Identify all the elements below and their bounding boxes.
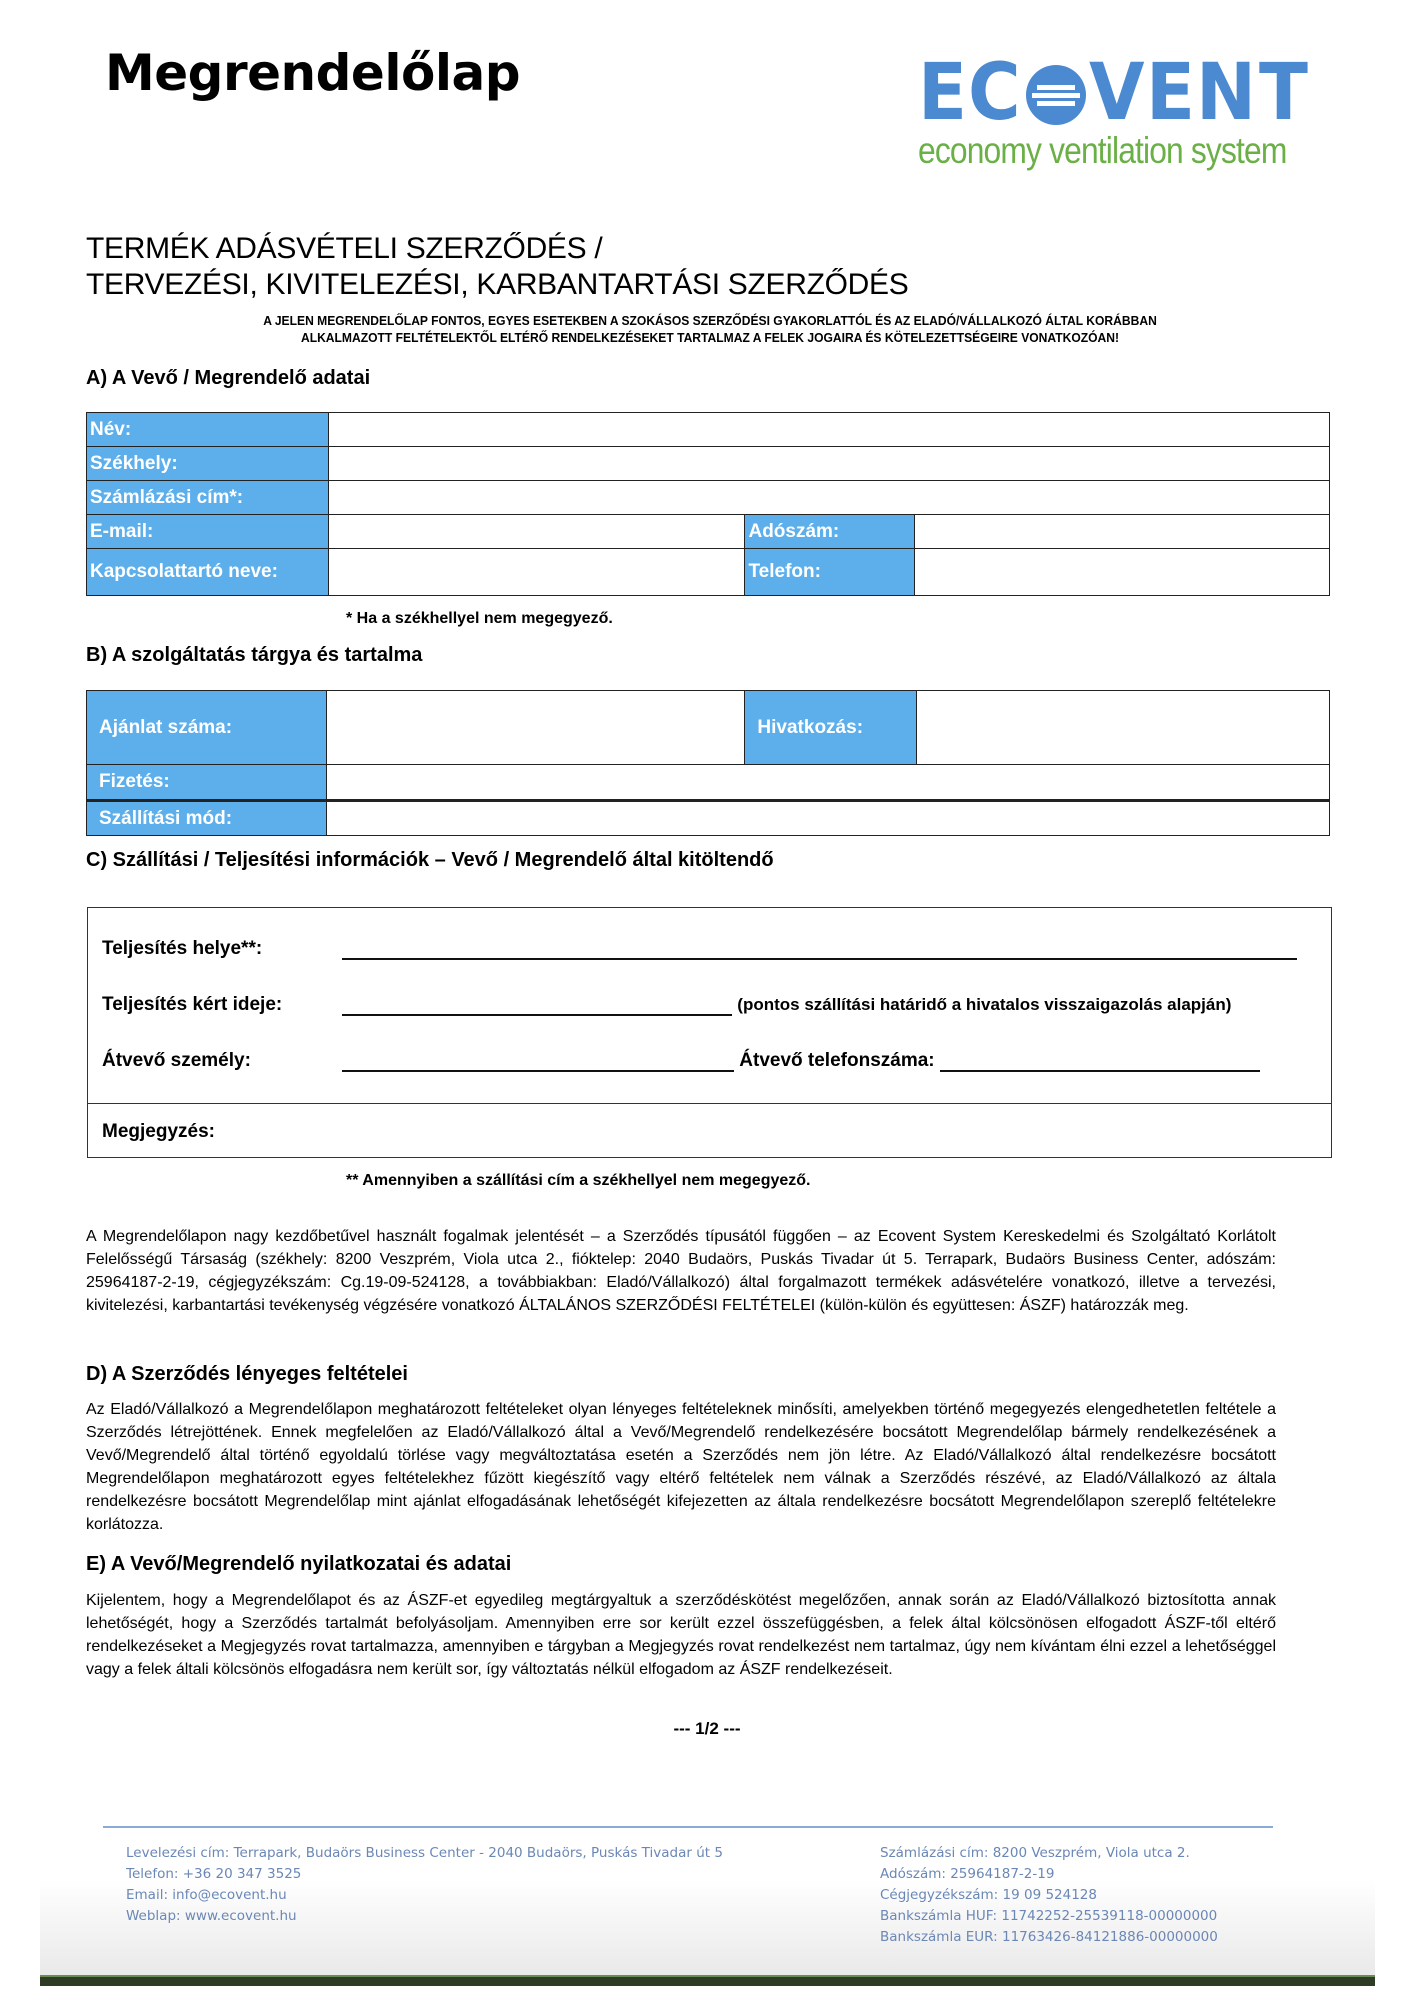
table-row (87, 549, 1330, 596)
delivery-place-field[interactable] (342, 940, 1297, 960)
delivery-info-box (87, 907, 1332, 1158)
delivery-place-row (102, 938, 1297, 960)
email-label: E-mail: (87, 515, 329, 549)
footer-bank-eur: Bankszámla EUR: 11763426-84121886-00000000 (880, 1929, 1218, 1945)
table-row (87, 515, 1330, 549)
footer-billing-address: Számlázási cím: 8200 Veszprém, Viola utca 2. (880, 1845, 1190, 1861)
offer-number-label: Ajánlat száma: (87, 691, 327, 765)
table-row (87, 765, 1330, 801)
section-a-heading: A) A Vevő / Megrendelő adatai (86, 367, 371, 389)
page-number: --- 1/2 --- (673, 1719, 741, 1738)
delivery-date-field[interactable] (342, 996, 732, 1016)
receiver-row (102, 1050, 1260, 1072)
phone-field[interactable] (915, 549, 1330, 596)
logo-letter: V (1088, 48, 1142, 138)
intro-paragraph: A Megrendelőlapon nagy kezdőbetűvel használt fogalmak jelentését – a Szerződés típusától függően – az Ecovent System Kereskedelmi és Szolgáltató Korlátolt Felelősségű Társaság (székhely: 8200 Veszprém, Viola utca 2., fióktelep: 2040 Budaörs, Puskás Tivadar út 5. Terrapark, Budaörs Business Center, adószám: 25964187-2-19, cégjegyzékszám: Cg.19-09-524128, a továbbiakban: Eladó/Vállalkozó) által forgalmazott termékek adásvételére vonatkozó, illetve a tervezési, kivitelezési, karbantartási tevékenység végzésére vonatkozó ÁLTALÁNOS SZERZŐDÉSI FELTÉTELEI (külön-külön és együttesen: ÁSZF) határozzák meg. (86, 1228, 1276, 1314)
delivery-date-note: (pontos szállítási határidő a hivatalos visszaigazolás alapján) (737, 995, 1232, 1014)
section-c-footnote: ** Amennyiben a szállítási cím a székhellyel nem megegyező. (346, 1172, 811, 1189)
footer-mailing-address: Levelezési cím: Terrapark, Budaörs Business Center - 2040 Budaörs, Puskás Tivadar út 5 (126, 1845, 723, 1861)
billing-address-field[interactable] (328, 481, 1329, 515)
section-d-heading: D) A Szerződés lényeges feltételei (86, 1363, 408, 1385)
table-row (87, 691, 1330, 765)
remark-row[interactable] (102, 1121, 215, 1143)
seat-label: Székhely: (87, 447, 329, 481)
logo-letter: N (1196, 48, 1254, 138)
footer-bank-huf: Bankszámla HUF: 11742252-25539118-00000000 (880, 1908, 1218, 1924)
name-field[interactable] (328, 413, 1329, 447)
footer-company-reg: Cégjegyzékszám: 19 09 524128 (880, 1887, 1097, 1903)
section-e-text: Kijelentem, hogy a Megrendelőlapot és az ÁSZF-et egyedileg megtárgyaltuk a szerződéskötést megelőzően, annak során az Eladó/Vállalkozó biztosította annak lehetőségét, hogy a Szerződés tartalmát befolyásoljam. Amennyiben erre sor került ezzel összefüggésben, a felek által kölcsönösen elfogadott ÁSZF-től eltérő rendelkezéseket a Megjegyzés rovat tartalmazza, amennyiben e tárgyban a Megjegyzés rovat rendelkezést nem tartalmaz, úgy nem kívántam élni ezzel a lehetőséggel vagy a felek általi kölcsönös elfogadásra nem került sor, így változtatás nélkül elfogadom az ÁSZF rendelkezéseit. (86, 1592, 1276, 1678)
tax-number-label: Adószám: (745, 515, 915, 549)
receiver-phone-field[interactable] (940, 1052, 1260, 1072)
receiver-name-field[interactable] (342, 1052, 734, 1072)
footer-strip (40, 1975, 1375, 1986)
service-table (86, 690, 1330, 836)
delivery-place-label: Teljesítés helye**: (102, 938, 263, 959)
logo-letter: C (968, 48, 1019, 138)
logo-wordmark (918, 48, 1309, 138)
contract-title-line: TERMÉK ADÁSVÉTELI SZERZŐDÉS / (86, 232, 603, 265)
name-label: Név: (87, 413, 329, 447)
phone-label: Telefon: (745, 549, 915, 596)
shipping-method-field[interactable] (326, 801, 1329, 836)
reference-label: Hivatkozás: (745, 691, 917, 765)
payment-field[interactable] (326, 765, 1329, 801)
warning-line: ALKALMAZOTT FELTÉTELEKTŐL ELTÉRŐ RENDELKEZÉSEKET TARTALMAZ A FELEK JOGAIRA ÉS KÖTELEZETTSÉGEIRE VONATKOZÓAN! (300, 330, 1120, 345)
email-field[interactable] (328, 515, 745, 549)
seat-field[interactable] (328, 447, 1329, 481)
tax-number-field[interactable] (915, 515, 1330, 549)
receiver-name-label: Átvevő személy: (102, 1050, 251, 1071)
contract-title (86, 231, 908, 303)
contact-name-field[interactable] (328, 549, 745, 596)
customer-data-table (86, 412, 1330, 596)
footer-tax-number: Adószám: 25964187-2-19 (880, 1866, 1055, 1882)
contact-name-label: Kapcsolattartó neve: (87, 549, 329, 596)
logo-letter: E (918, 48, 965, 138)
table-row (87, 447, 1330, 481)
payment-label: Fizetés: (87, 765, 327, 801)
logo-tagline: economy ventilation system (918, 130, 1287, 171)
delivery-date-row (102, 994, 1231, 1016)
section-c-heading: C) Szállítási / Teljesítési információk – Vevő / Megrendelő által kitöltendő (86, 849, 774, 871)
footer-contact-column (126, 1843, 723, 1927)
billing-address-label: Számlázási cím*: (87, 481, 329, 515)
logo-letter: T (1258, 48, 1305, 138)
shipping-method-label: Szállítási mód: (87, 801, 327, 836)
logo-letter: E (1145, 48, 1193, 138)
table-row (87, 481, 1330, 515)
warning-line: A JELEN MEGRENDELŐLAP FONTOS, EGYES ESETEKBEN A SZOKÁSOS SZERZŐDÉSI GYAKORLATTÓL ÉS AZ ELADÓ/VÁLLALKOZÓ ÁLTAL KORÁBBAN (263, 313, 1157, 328)
ecovent-logo (918, 48, 1305, 171)
footer-email-link[interactable]: Email: info@ecovent.hu (126, 1887, 287, 1903)
logo-fan-o-icon (1024, 64, 1088, 126)
section-e-heading: E) A Vevő/Megrendelő nyilatkozatai és adatai (86, 1553, 512, 1575)
footer-website-link[interactable]: Weblap: www.ecovent.hu (126, 1908, 297, 1924)
delivery-date-label: Teljesítés kért ideje: (102, 994, 283, 1015)
table-row (87, 413, 1330, 447)
offer-number-field[interactable] (326, 691, 745, 765)
footer-company-column (880, 1843, 1218, 1948)
table-row (87, 801, 1330, 836)
footer-divider (103, 1826, 1273, 1828)
contract-title-line: TERVEZÉSI, KIVITELEZÉSI, KARBANTARTÁSI SZERZŐDÉS (86, 268, 909, 301)
section-d-text: Az Eladó/Vállalkozó a Megrendelőlapon meghatározott feltételeket olyan lényeges feltételeknek minősíti, amelyekben történő megegyezés elengedhetetlen feltétele a Szerződés létrejöttének. Ennek megfelelően az Eladó/Vállalkozó által a Vevő/Megrendelő rendelkezésére bocsátott Megrendelőlap bármely rendelkezésének a Vevő/Megrendelő által történő egyoldalú törlése vagy megváltoztatása esetén a Szerződés nem jön létre. Az Eladó/Vállalkozó által rendelkezésre bocsátott Megrendelőlapon meghatározott egyes feltételekhez fűzött kiegészítő vagy eltérő feltételek nem válnak a Szerződés részévé, az Eladó/Vállalkozó az általa rendelkezésre bocsátott Megrendelőlap mint ajánlat elfogadásának lehetőségét kifejezetten az általa rendelkezésre bocsátott Megrendelőlapon szereplő feltételekre korlátozza. (86, 1401, 1276, 1533)
warning-notice (161, 312, 1258, 346)
section-a-footnote: * Ha a székhellyel nem megegyező. (346, 610, 613, 627)
document-title: Megrendelőlap (105, 44, 520, 102)
remark-label: Megjegyzés: (102, 1121, 215, 1142)
footer-phone: Telefon: +36 20 347 3525 (126, 1866, 302, 1882)
reference-field[interactable] (917, 691, 1330, 765)
divider (88, 1103, 1331, 1104)
section-b-heading: B) A szolgáltatás tárgya és tartalma (86, 644, 423, 666)
receiver-phone-label: Átvevő telefonszáma: (739, 1050, 935, 1071)
